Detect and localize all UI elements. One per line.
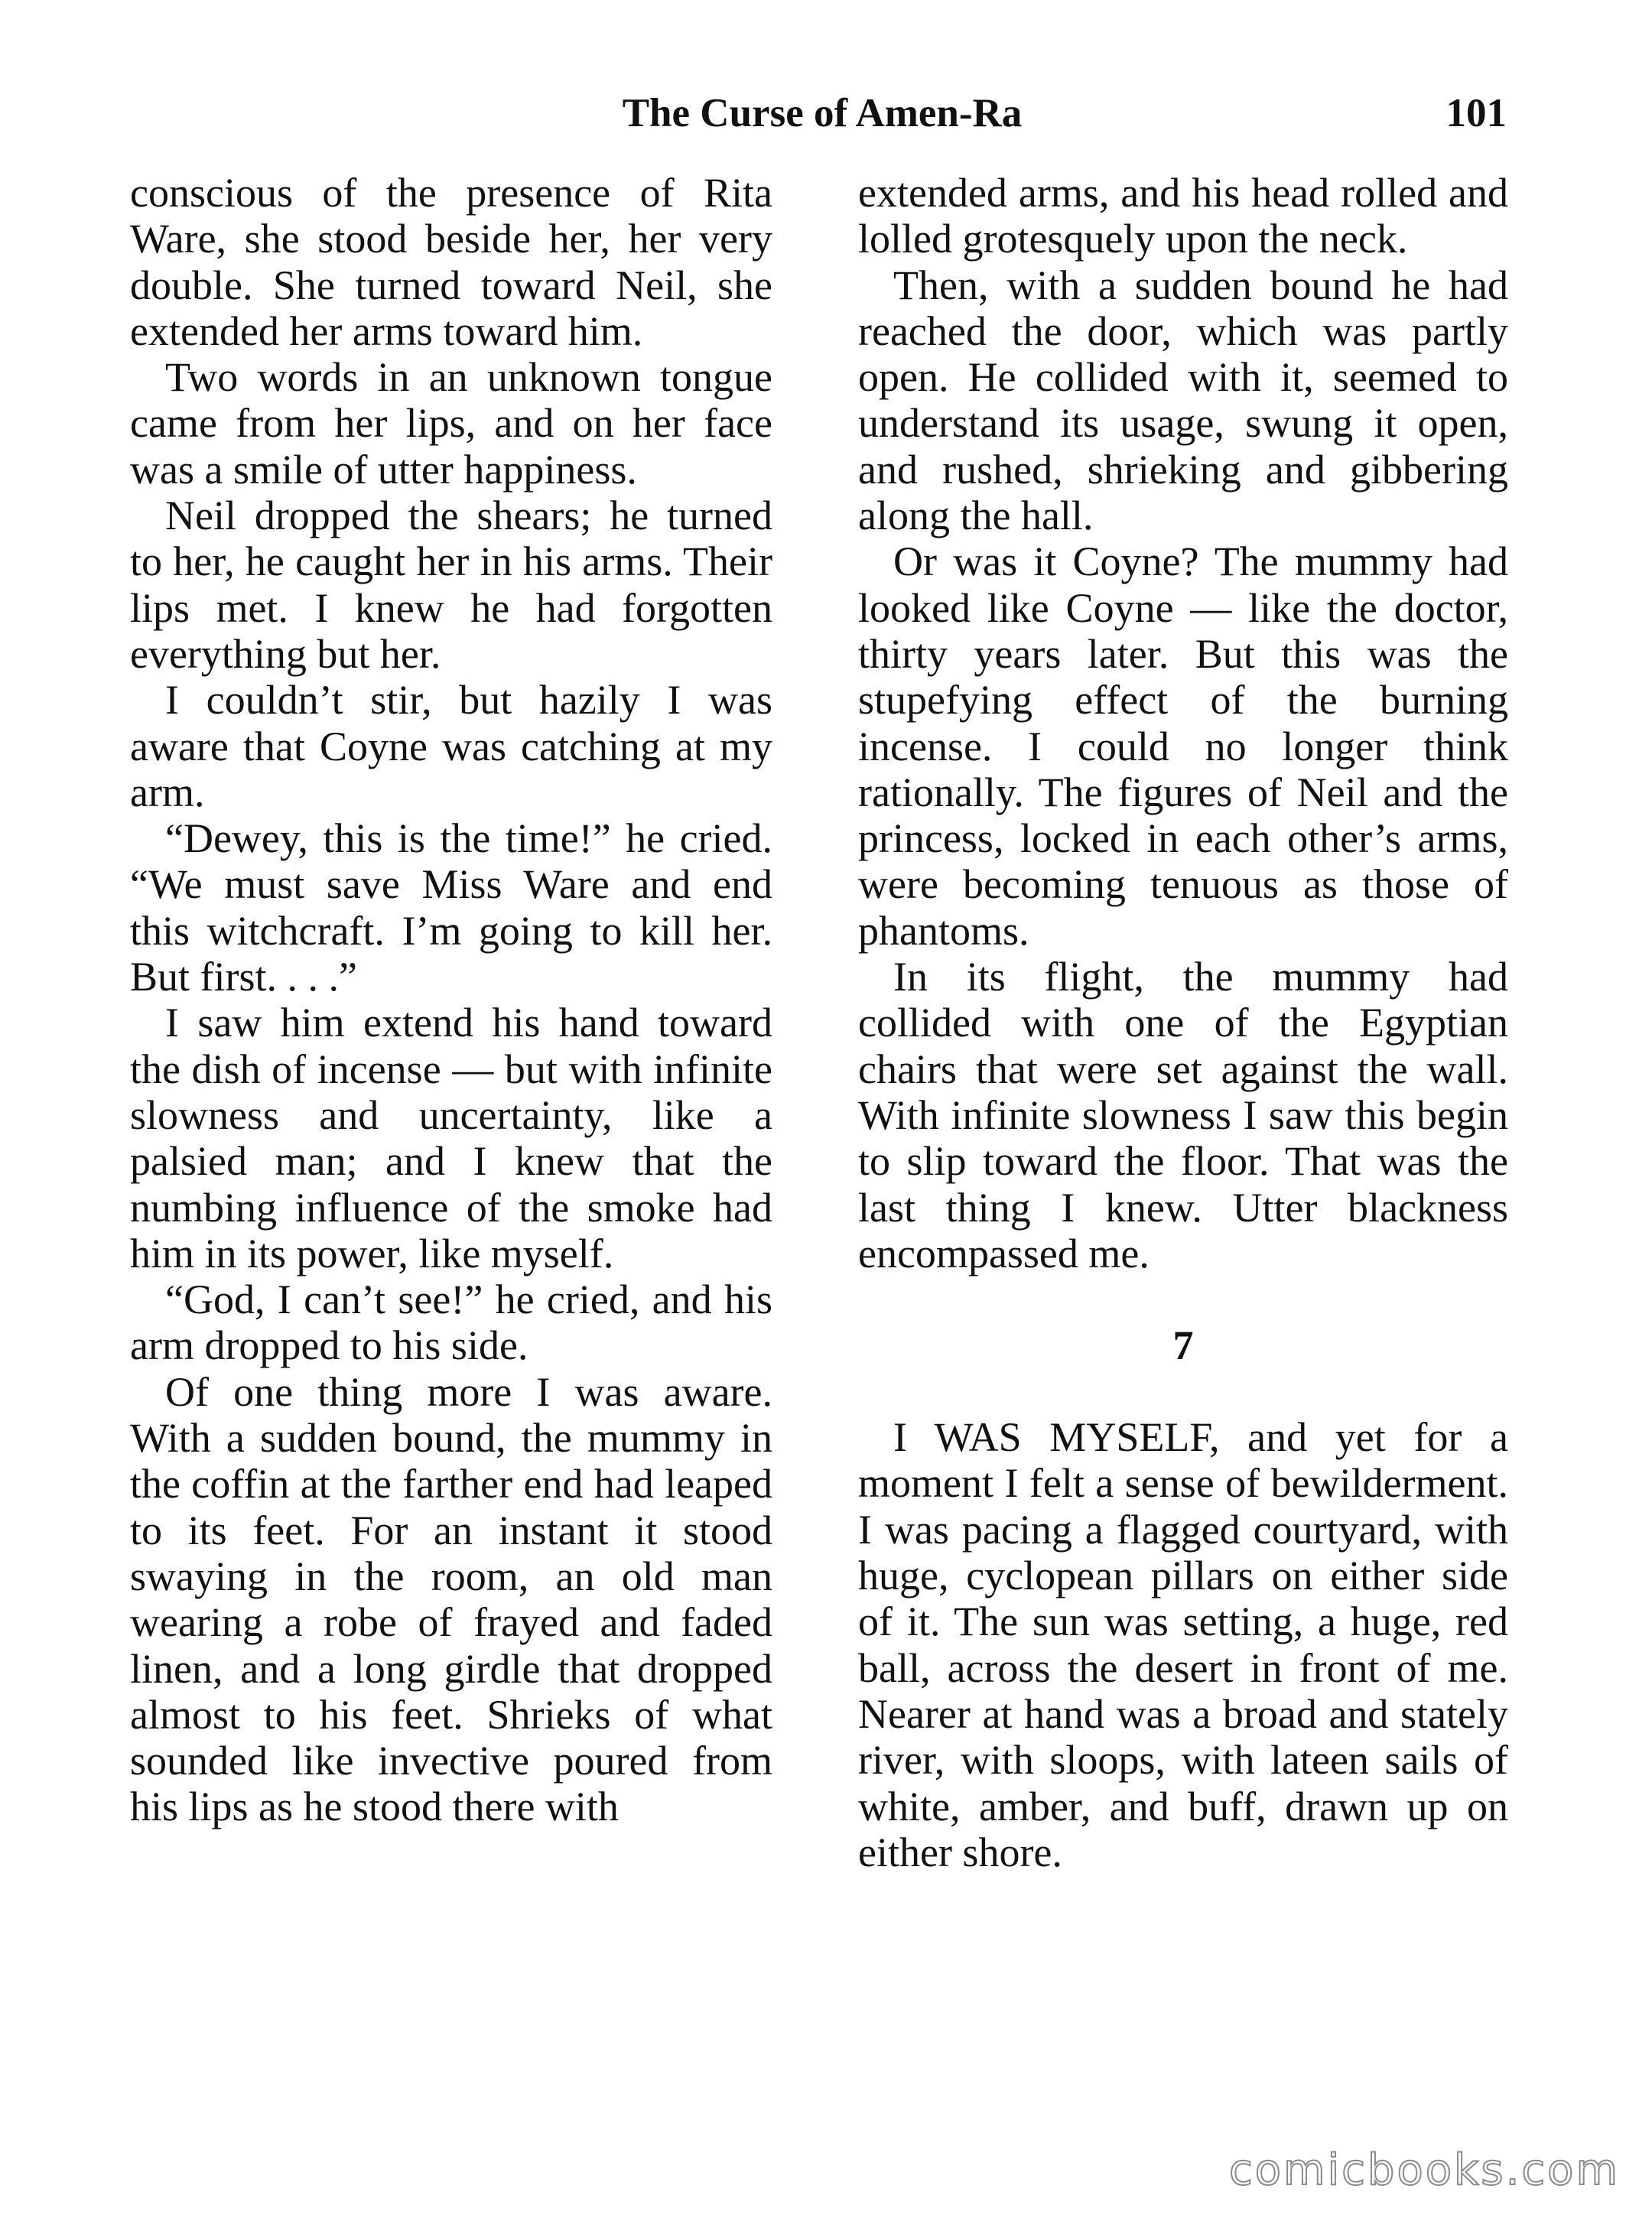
page-header: [138, 83, 1507, 144]
paragraph: “Dewey, this is the time!” he cried. “We must save Miss Ware and end this witchcraft. I’m going to kill her. But first. . . .”: [130, 815, 772, 1000]
paragraph: Or was it Coyne? The mummy had looked like Coyne — like the doctor, thirty years later. But this was the stupefying effect of the burning incense. I could no longer think rationally. The figures of Neil and the princess, locked in each other’s arms, were becoming tenuous as those of phantoms.: [858, 538, 1508, 954]
running-title: The Curse of Amen-Ra: [622, 91, 1023, 135]
chapter-opening-paragraph: I WAS MYSELF, and yet for a moment I felt a sense of bewilderment. I was pacing a flagged courtyard, with huge, cyclopean pillars on either side of it. The sun was setting, a huge, red ball, across the desert in front of me. Nearer at hand was a broad and stately river, with sloops, with lateen sails of white, amber, and buff, drawn up on either shore.: [858, 1414, 1508, 1875]
page-number: 101: [1446, 91, 1507, 135]
paragraph: Of one thing more I was aware. With a sudden bound, the mummy in the coffin at the farther end had leaped to its feet. For an instant it stood swaying in the room, an old man wearing a robe of frayed and faded linen, and a long girdle that dropped almost to his feet. Shrieks of what sounded like invective poured from his lips as he stood there with: [130, 1368, 772, 1830]
paragraph: I saw him extend his hand toward the dish of incense — but with infinite slowness and uncertainty, like a palsied man; and I knew that the numbing influence of the smoke had him in its power, like myself.: [130, 1000, 772, 1276]
chapter-number: 7: [1172, 1322, 1194, 1369]
paragraph: extended arms, and his head rolled and lolled grotesquely upon the neck.: [858, 170, 1508, 262]
paragraph: Then, with a sudden bound he had reached the door, which was partly open. He collided with it, seemed to understand its usage, swung it open, and rushed, shrieking and gibbering along the hall.: [858, 262, 1508, 539]
watermark: comicbooks.com: [1228, 2145, 1620, 2195]
paragraph: conscious of the presence of Rita Ware, she stood beside her, her very double. She turned toward Neil, she extended her arms toward him.: [130, 170, 772, 354]
right-column: [858, 170, 1508, 1875]
paragraph: In its flight, the mummy had collided with one of the Egyptian chairs that were set against the wall. With infinite slowness I saw this begin to slip toward the floor. That was the last thing I knew. Utter blackness encompassed me.: [858, 954, 1508, 1276]
paragraph: Two words in an unknown tongue came from her lips, and on her face was a smile of utter happiness.: [130, 354, 772, 493]
paragraph: “God, I can’t see!” he cried, and his arm dropped to his side.: [130, 1276, 772, 1369]
paragraph: I couldn’t stir, but hazily I was aware that Coyne was catching at my arm.: [130, 677, 772, 815]
paragraph: Neil dropped the shears; he turned to her, he caught her in his arms. Their lips met. I knew he had forgotten everything but her.: [130, 493, 772, 677]
left-column: [130, 170, 772, 1830]
